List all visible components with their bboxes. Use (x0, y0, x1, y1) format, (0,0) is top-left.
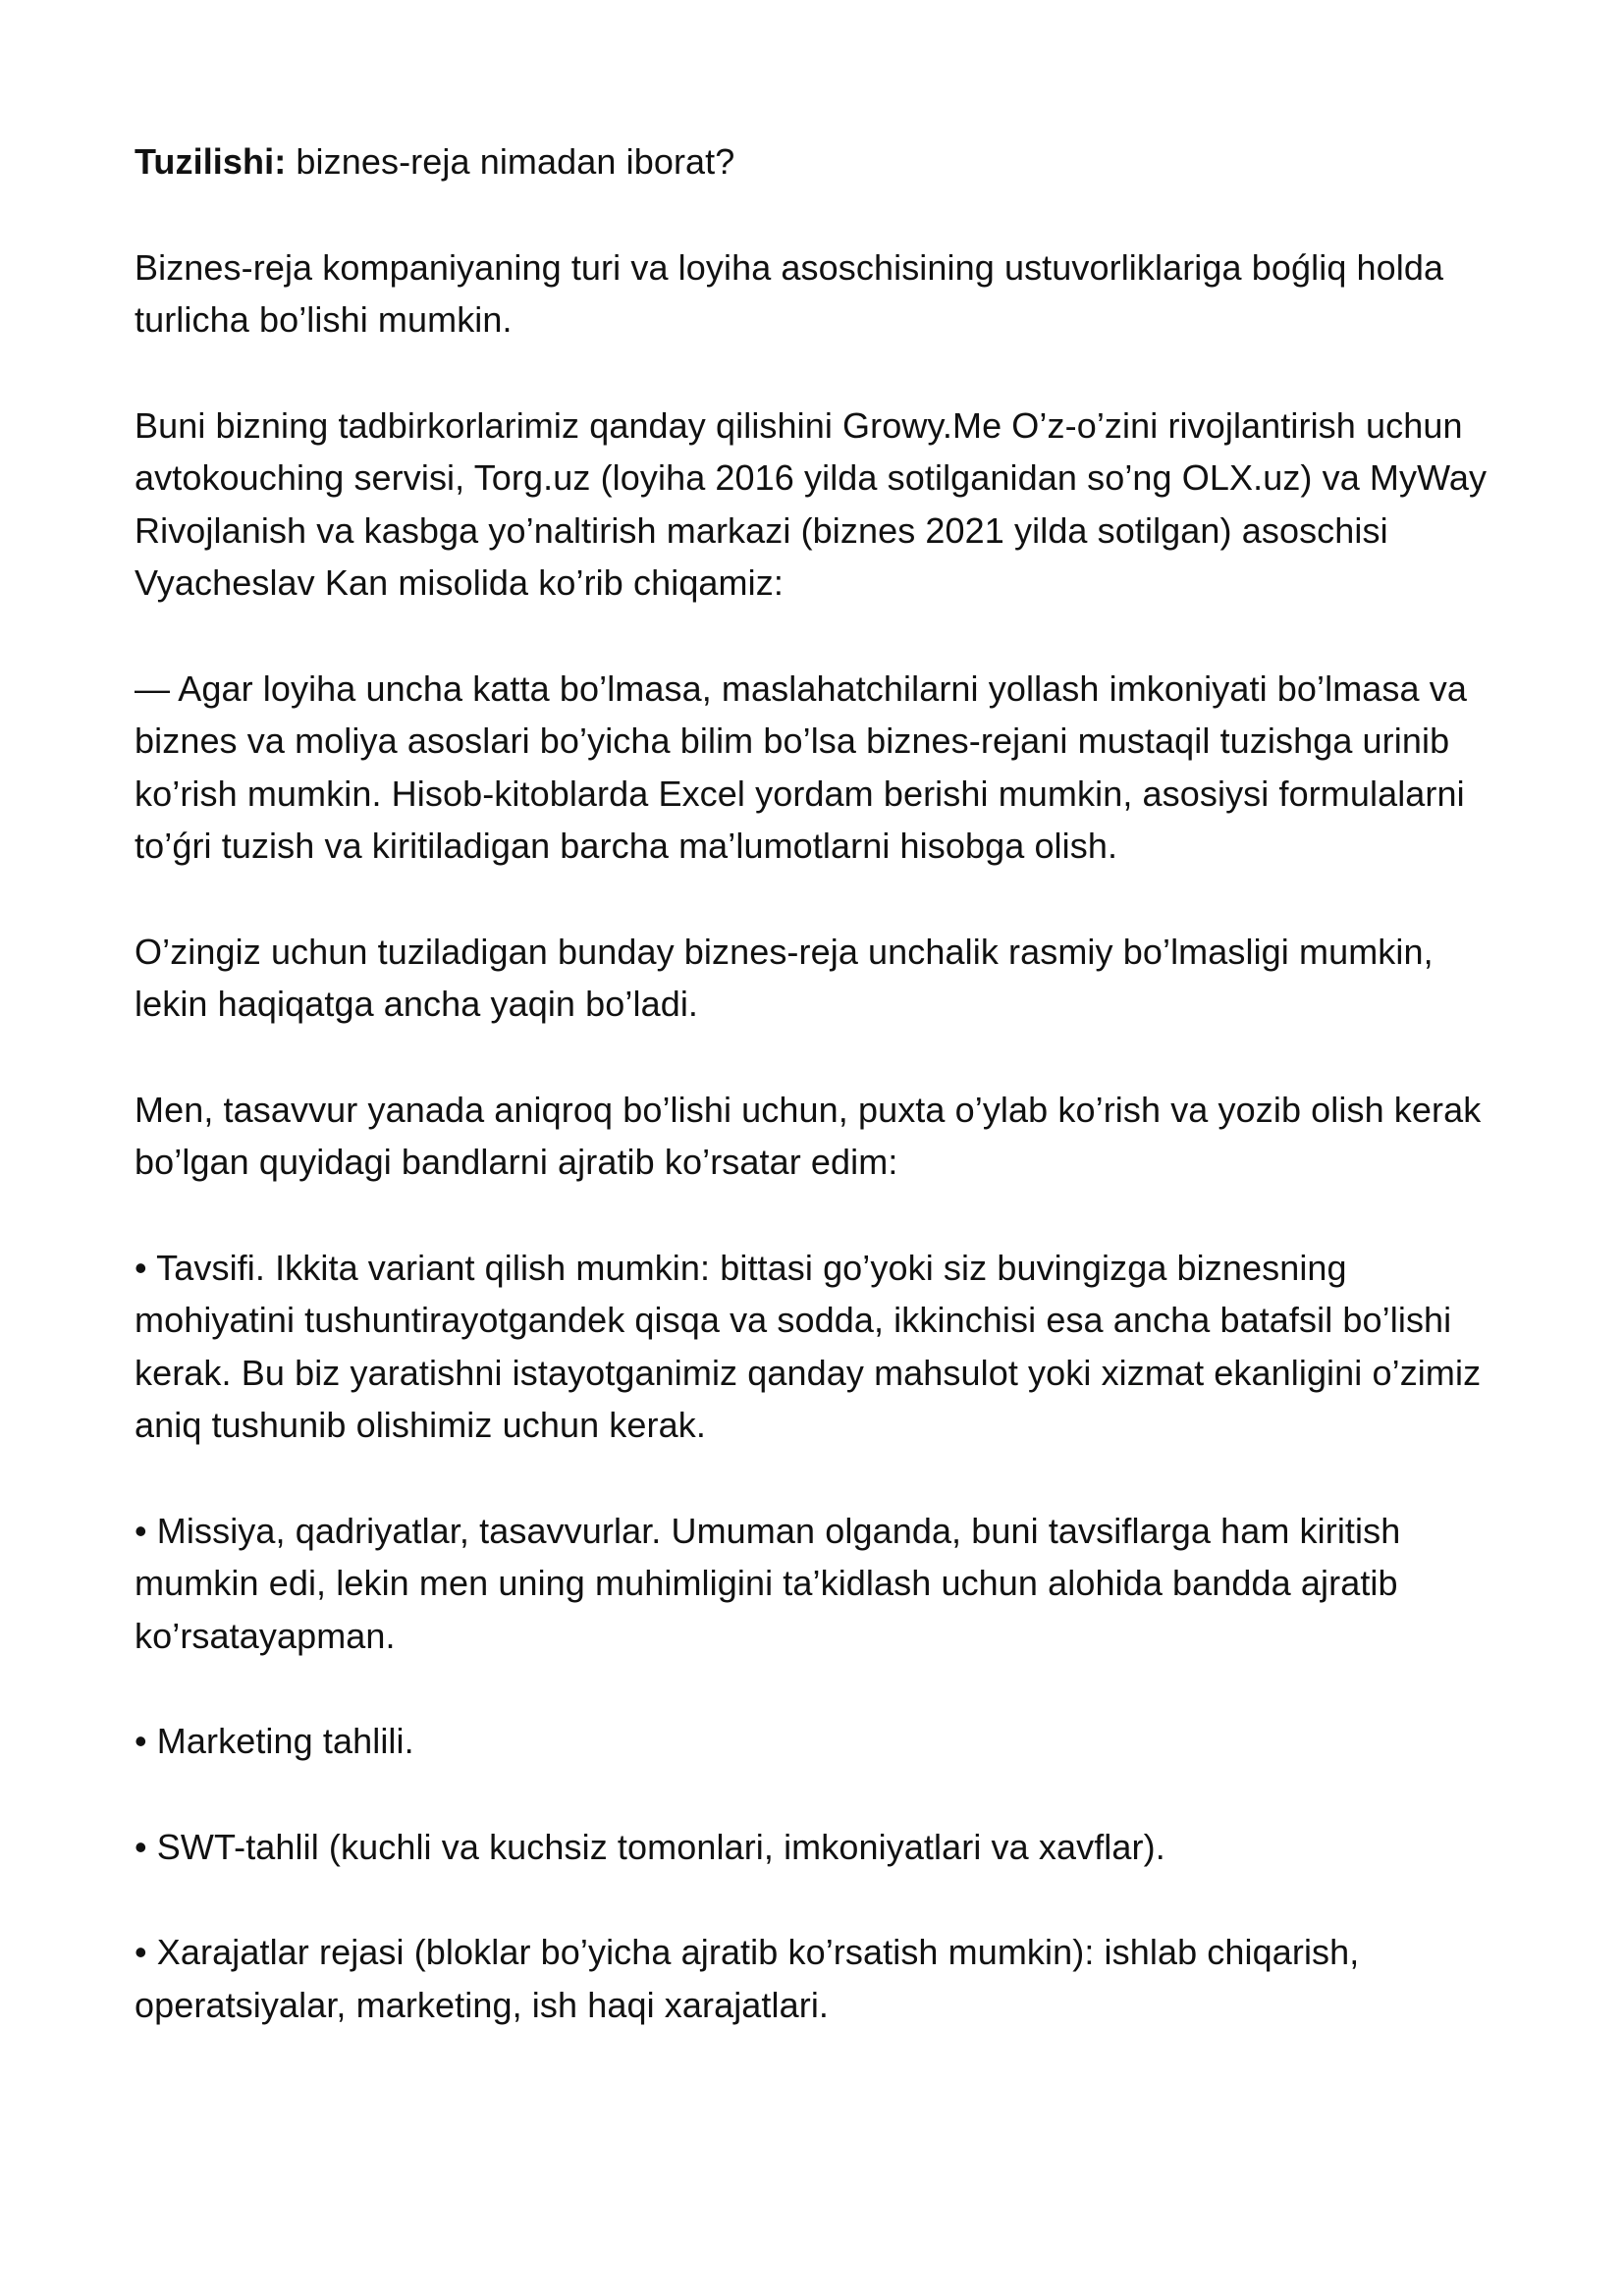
list-item-expenses: • Xarajatlar rejasi (bloklar bo’yicha ajratib ko’rsatish mumkin): ishlab chiqarish, operatsiyalar, marketing, ish haqi xarajatlari. (135, 1932, 1360, 2025)
document-page (135, 135, 1509, 2031)
paragraph-list-intro: Men, tasavvur yanada aniqroq bo’lishi uchun, puxta o’ylab ko’rish va yozib olish kerak bo’lgan quyidagi bandlarni ajratib ko’rsatar edim: (135, 1089, 1482, 1182)
list-item-swt: • SWT-tahlil (kuchli va kuchsiz tomonlari, imkoniyatlari va xavflar). (135, 1826, 1165, 1867)
section-heading (135, 135, 1509, 188)
paragraph-example: Buni bizning tadbirkorlarimiz qanday qilishini Growy.Me O’z-o’zini rivojlantirish uchun avtokouching servisi, Torg.uz (loyiha 2016 yilda sotilganidan so’ng OLX.uz) va MyWay Rivojlanish va kasbga yo’naltirish markazi (biznes 2021 yilda sotilgan) asoschisi Vyacheslav Kan misolida ko’rib chiqamiz: (135, 404, 1488, 603)
list-item-description: • Tavsifi. Ikkita variant qilish mumkin: bittasi go’yoki siz buvingizga biznesning mohiyatini tushuntirayotgandek qisqa va sodda, ikkinchisi esa ancha batafsil bo’lishi kerak. Bu biz yaratishni istayotganimiz qanday mahsulot yoki xizmat ekanligini o’zimiz aniq tushunib olishimiz uchun kerak. (135, 1247, 1482, 1445)
list-item-marketing: • Marketing tahlili. (135, 1721, 414, 1761)
heading-label: Tuzilishi: (135, 141, 287, 182)
heading-text: biznes-reja nimadan iborat? (286, 141, 735, 182)
paragraph-intro: Biznes-reja kompaniyaning turi va loyiha asoschisining ustuvorliklariga boǵliq holda turlicha bo’lishi mumkin. (135, 246, 1444, 340)
paragraph-self-made-plan: — Agar loyiha uncha katta bo’lmasa, maslahatchilarni yollash imkoniyati bo’lmasa va biznes va moliya asoslari bo’yicha bilim bo’lsa biznes-rejani mustaqil tuzishga urinib ko’rish mumkin. Hisob-kitoblarda Excel yordam berishi mumkin, asosiysi formulalarni to’ǵri tuzish va kiritiladigan barcha ma’lumotlarni hisobga olish. (135, 667, 1467, 866)
list-item-mission: • Missiya, qadriyatlar, tasavvurlar. Umuman olganda, buni tavsiflarga ham kiritish mumkin edi, lekin men uning muhimligini ta’kidlash uchun alohida bandda ajratib ko’rsatayapman. (135, 1510, 1401, 1656)
paragraph-informal-plan: O’zingiz uchun tuziladigan bunday biznes-reja unchalik rasmiy bo’lmasligi mumkin, lekin haqiqatga ancha yaqin bo’ladi. (135, 931, 1434, 1024)
